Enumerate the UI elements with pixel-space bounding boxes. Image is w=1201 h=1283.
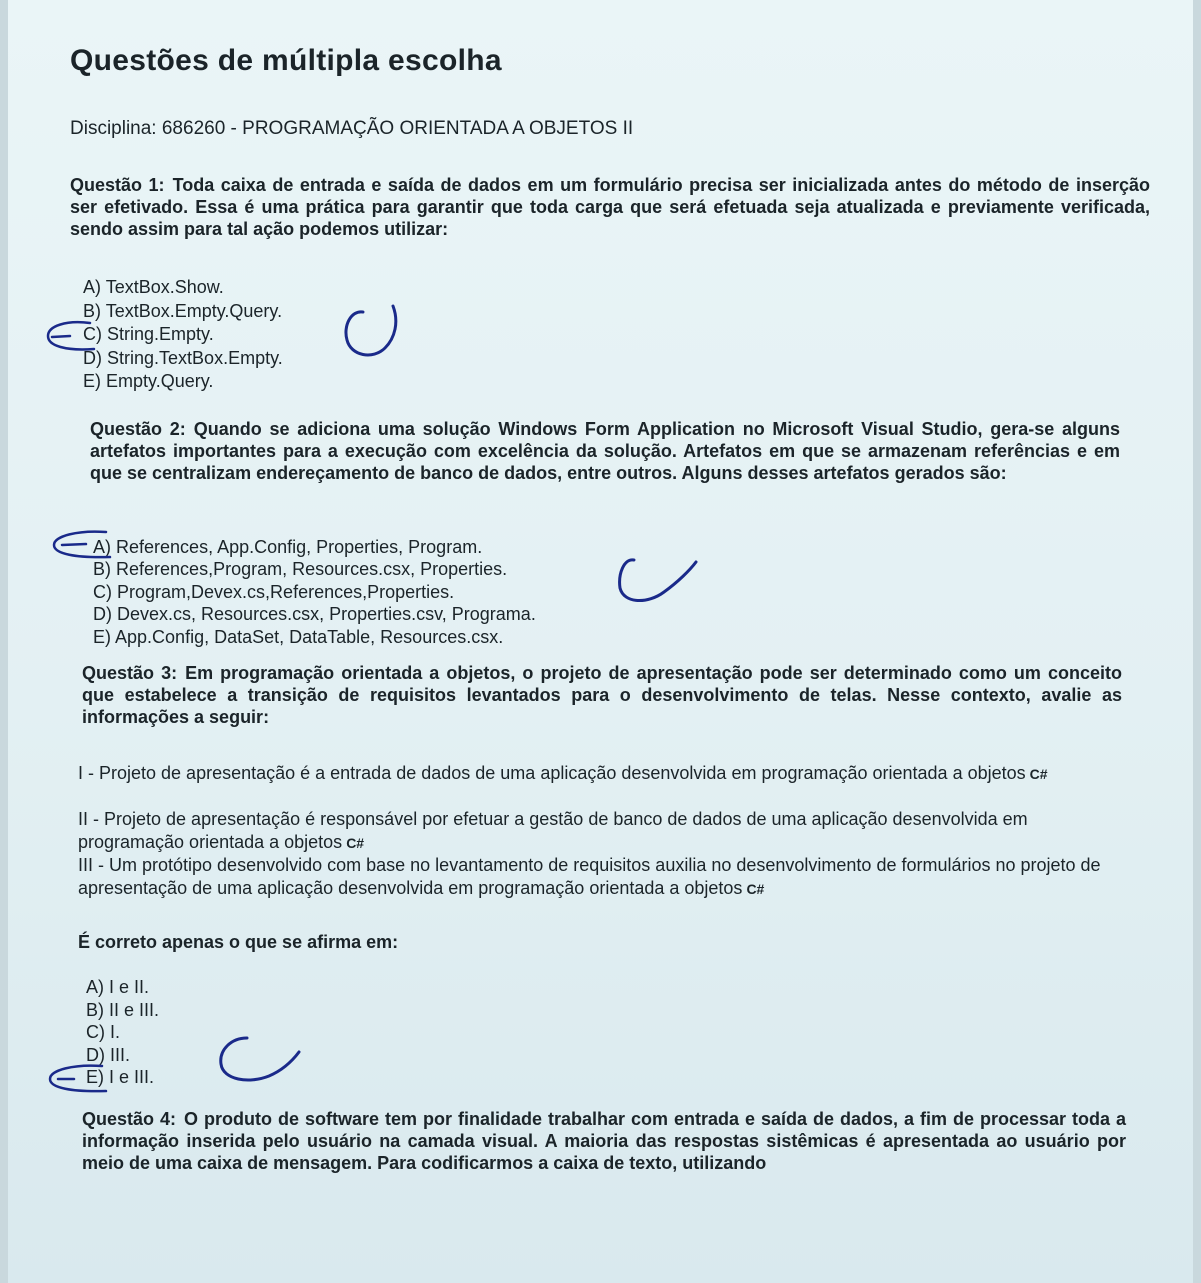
selected-answer-circle-q3: [44, 1062, 114, 1096]
correct-check-mark-q2: [608, 550, 708, 610]
statement-3: III - Um protótipo desenvolvido com base no levantamento de requisitos auxilia no desenvolvimento de formulários no projeto de apresentação de uma aplicação desenvolvida em programação orientada a objetos C#: [78, 855, 1101, 898]
option-q2-b[interactable]: B) References,Program, Resources.csx, Properties.: [93, 559, 508, 580]
option-q1-e[interactable]: E) Empty.Query.: [83, 371, 214, 391]
correct-check-mark-q3: [213, 1030, 303, 1090]
option-q2-e[interactable]: E) App.Config, DataSet, DataTable, Resources.csx.: [93, 626, 504, 647]
option-q3-e[interactable]: E) I e III.: [86, 1067, 155, 1088]
statement-1-tag: C#: [1029, 766, 1048, 782]
statement-2-tag: C#: [346, 835, 365, 851]
question-1-text: Questão 1: Toda caixa de entrada e saída de dados em um formulário precisa ser inicializada antes do método de inserção ser efetivado. Essa é uma prática para garantir que toda carga que será efetuada seja atualizada e previamente verificada, sendo assim para tal ação podemos utilizar:: [70, 175, 1151, 239]
question-3-text: Questão 3: Em programação orientada a objetos, o projeto de apresentação pode ser determinado como um conceito que estabelece a transição de requisitos levantados para o desenvolvimento de telas. Nesse contexto, avalie as informações a seguir:: [82, 663, 1122, 727]
option-q3-d[interactable]: D) III.: [86, 1044, 131, 1065]
question-1-options: [83, 276, 283, 394]
question-3-prompt: É correto apenas o que se afirma em:: [78, 932, 399, 952]
option-q1-c[interactable]: C) String.Empty.: [83, 324, 214, 344]
statement-1: I - Projeto de apresentação é a entrada de dados de uma aplicação desenvolvida em programação orientada a objetos C#: [78, 763, 1048, 783]
question-4-text: Questão 4: O produto de software tem por finalidade trabalhar com entrada e saída de dados, a fim de processar toda a informação inserida pelo usuário na camada visual. A maioria das respostas sistêmicas é apresentada ao usuário por meio de uma caixa de mensagem. Para codificarmos a caixa de texto, utilizando: [82, 1109, 1126, 1173]
option-q2-c[interactable]: C) Program,Devex.cs,References,Properties.: [93, 581, 455, 602]
option-q3-c[interactable]: C) I.: [86, 1022, 121, 1043]
question-2-text: Questão 2: Quando se adiciona uma solução Windows Form Application no Microsoft Visual Studio, gera-se alguns artefatos importantes para a execução com excelência da solução. Artefatos em que se armazenam referências e em que se centralizam endereçamento de banco de dados, entre outros. Alguns desses artefatos gerados são:: [90, 419, 1120, 483]
option-q3-b[interactable]: B) II e III.: [86, 999, 160, 1020]
option-q1-d[interactable]: D) String.TextBox.Empty.: [83, 347, 283, 368]
exam-sheet: [8, 0, 1193, 1283]
question-2-options: [93, 536, 536, 648]
statement-3-tag: C#: [746, 881, 765, 897]
question-3-label: Questão 3:: [82, 663, 178, 683]
subject-line: Disciplina: 686260 - PROGRAMAÇÃO ORIENTADA A OBJETOS II: [70, 118, 634, 139]
option-q2-d[interactable]: D) Devex.cs, Resources.csx, Properties.csv, Programa.: [93, 604, 536, 625]
selected-answer-circle-q2: [48, 528, 118, 562]
option-q1-b[interactable]: B) TextBox.Empty.Query.: [83, 300, 283, 321]
page-title: Questões de múltipla escolha: [70, 44, 502, 77]
selected-answer-circle-q1: [44, 318, 104, 354]
question-1-label: Questão 1:: [70, 175, 165, 195]
option-q3-a[interactable]: A) I e II.: [86, 977, 150, 997]
question-4-label: Questão 4:: [82, 1109, 177, 1129]
option-q2-a[interactable]: A) References, App.Config, Properties, Program.: [93, 537, 483, 557]
statement-2: II - Projeto de apresentação é responsável por efetuar a gestão de banco de dados de uma aplicação desenvolvida em programação orientada a objetos C#: [78, 809, 1028, 852]
option-q1-a[interactable]: A) TextBox.Show.: [83, 277, 224, 297]
correct-check-mark-q1: [333, 298, 413, 368]
question-2-label: Questão 2:: [90, 419, 186, 439]
